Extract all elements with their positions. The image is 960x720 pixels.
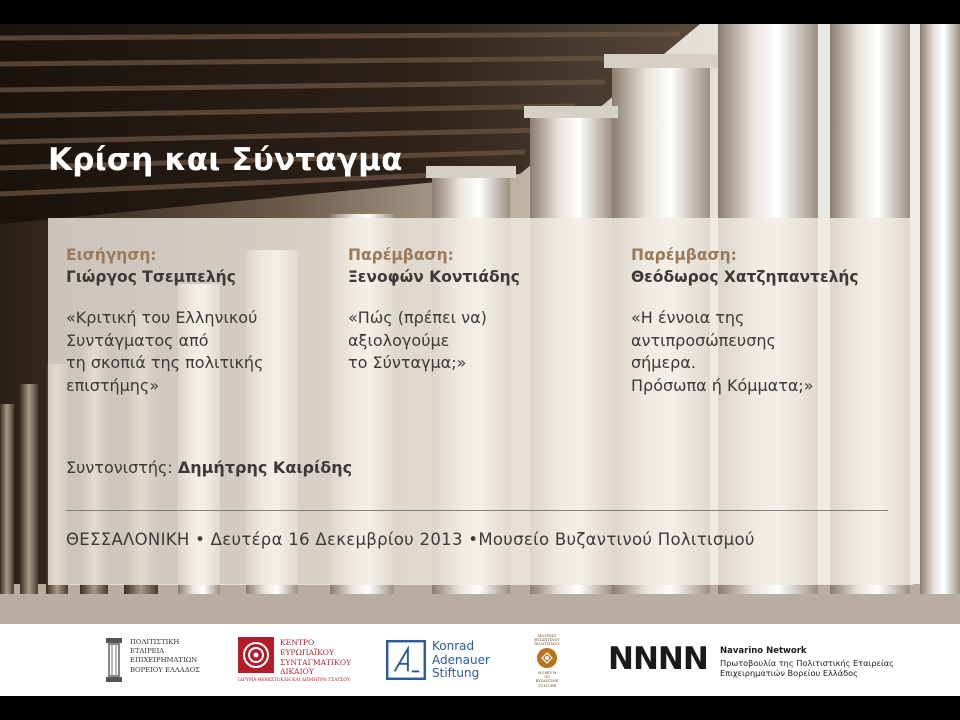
logo-text-bottom: MUSEUM OF BYZANTINE CULTURE <box>535 671 559 688</box>
navarino-desc: Πρωτοβουλία της Πολιτιστικής Εταιρείας Επιχειρηματιών Βορείου Ελλάδος <box>720 658 894 679</box>
speaker-role: Εισήγηση: <box>66 246 157 264</box>
logo-sebe <box>104 634 214 686</box>
speaker-role: Παρέμβαση: <box>348 246 454 264</box>
moderator-name: Δημήτρης Καιρίδης <box>177 458 353 477</box>
logo-konrad-adenauer <box>386 634 496 686</box>
speaker-column-3 <box>631 244 901 397</box>
moderator-line <box>66 458 352 477</box>
program-panel <box>48 218 913 585</box>
logo-museum-byzantine <box>534 634 564 686</box>
spiral-icon <box>238 637 274 673</box>
logo-text: ΚΕΝΤΡΟ ΕΥΡΩΠΑΪΚΟΥ ΣΥΝΤΑΓΜΑΤΙΚΟΥ ΔΙΚΑΙΟΥ <box>280 638 352 677</box>
sponsor-logos <box>0 624 960 696</box>
speaker-column-1 <box>66 244 336 397</box>
event-title: Κρίση και Σύνταγμα <box>48 142 403 178</box>
logo-text: ΠΟΛΙΤΙΣΤΙΚΗ ΕΤΑΙΡΕΙΑ ΕΠΙΧΕΙΡΗΜΑΤΙΩΝ ΒΟΡΕΙΟΥ ΕΛΛΑΔΟΣ <box>130 638 200 674</box>
speaker-name: Γιώργος Τσεμπελής <box>66 268 236 286</box>
column-emblem-icon <box>104 636 124 684</box>
logo-subtext: ΙΔΡΥΜΑ ΘΕΜΙΣΤΟΚΛΗ ΚΑΙ ΔΗΜΗΤΡΗ ΤΣΑΤΣΟΥ <box>238 678 350 683</box>
logo-text-top: ΜΟΥΣΕΙΟ ΒΥΖΑΝΤΙΝΟΥ ΠΟΛΙΤΙΣΜΟΥ <box>534 634 560 647</box>
logo-kesyd <box>238 634 352 686</box>
navarino-mark: NNNN <box>608 641 708 677</box>
navarino-name: Navarino Network <box>720 646 807 656</box>
talk-title: «Πώς (πρέπει να) αξιολογούμε το Σύνταγμα;» <box>348 308 487 372</box>
event-place-date: ΘΕΣΣΑΛΟΝΙΚΗ • Δευτέρα 16 Δεκεμβρίου 2013 •Μουσείο Βυζαντινού Πολιτισμού <box>66 530 755 549</box>
talk-title: «Κριτική του Ελληνικού Συντάγματος από τη σκοπιά της πολιτικής επιστήμης» <box>66 308 264 395</box>
speaker-name: Θεόδωρος Χατζηπαντελής <box>631 268 859 286</box>
talk-title: «Η έννοια της αντιπροσώπευσης σήμερα. Πρόσωπα ή Κόμματα;» <box>631 308 814 395</box>
museum-emblem-icon <box>537 648 557 668</box>
slide <box>0 24 960 696</box>
divider <box>66 510 888 511</box>
logo-navarino-network <box>608 634 898 686</box>
speaker-name: Ξενοφών Κοντιάδης <box>348 268 520 286</box>
logo-text: Konrad Adenauer Stiftung <box>432 639 490 680</box>
moderator-label: Συντονιστής: <box>66 458 173 477</box>
speaker-column-2 <box>348 244 618 375</box>
speaker-role: Παρέμβαση: <box>631 246 737 264</box>
kas-a-icon <box>386 640 426 680</box>
